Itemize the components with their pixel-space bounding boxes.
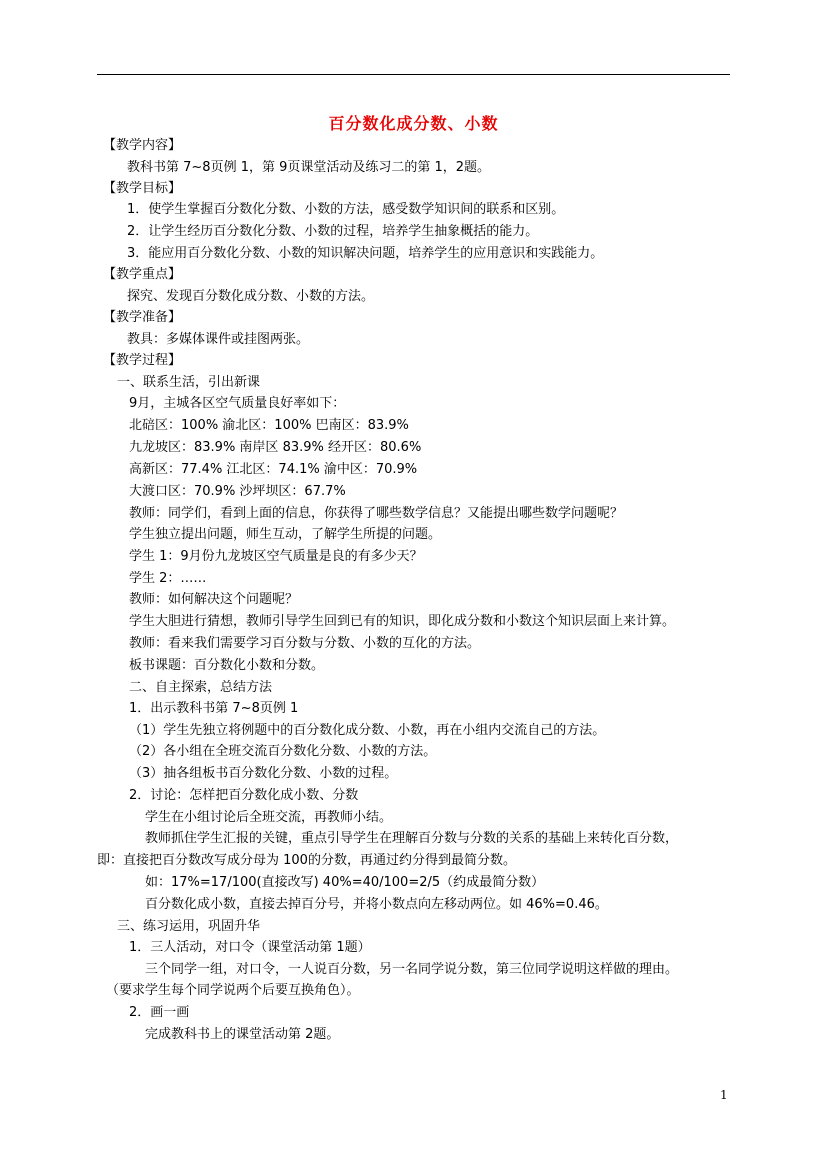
text-line: 完成教科书上的课堂活动第 2题。: [145, 1027, 340, 1042]
text-line: 百分数化成小数，直接去掉百分号，并将小数点向左移动两位。如 46%=0.46。: [145, 897, 608, 912]
page-number: 1: [720, 1088, 728, 1102]
text-line: 三、练习运用，巩固升华: [117, 919, 261, 934]
text-line: 教具：多媒体课件或挂图两张。: [127, 332, 310, 347]
text-line: 1．使学生掌握百分数化分数、小数的方法，感受数学知识间的联系和区别。: [127, 202, 565, 217]
text-line: 教师：同学们，看到上面的信息，你获得了哪些数学信息？又能提出哪些数学问题呢？: [129, 506, 624, 521]
text-line: （2）各小组在全班交流百分数化分数、小数的方法。: [129, 744, 437, 759]
text-line: 1．出示教科书第 7~8页例 1: [129, 701, 299, 716]
text-line: 教师：如何解决这个问题呢？: [129, 592, 299, 607]
text-line: 二、自主探索，总结方法: [129, 680, 273, 695]
text-line: 9月，主城各区空气质量良好率如下：: [129, 396, 346, 411]
text-line: 教师抓住学生汇报的关键，重点引导学生在理解百分数与分数的关系的基础上来转化百分数，: [145, 831, 679, 846]
text-line: 学生独立提出问题，师生互动，了解学生所提的问题。: [129, 527, 442, 542]
text-line: 学生在小组讨论后全班交流，再教师小结。: [145, 810, 393, 825]
text-line: 学生大胆进行猜想，教师引导学生回到已有的知识，即化成分数和小数这个知识层面上来计算。: [129, 614, 676, 629]
text-line: （要求学生每个同学说两个后要互换角色）。: [106, 983, 360, 998]
text-line: 2．讨论：怎样把百分数化成小数、分数: [129, 788, 359, 803]
text-line: 教科书第 7~8页例 1，第 9页课堂活动及练习二的第 1，2题。: [127, 160, 491, 175]
text-line: 【教学准备】: [103, 310, 182, 325]
text-line: 2．画一画: [129, 1005, 190, 1020]
text-line: 探究、发现百分数化成分数、小数的方法。: [127, 289, 375, 304]
text-line: 【教学重点】: [103, 267, 182, 282]
text-line: 【教学内容】: [103, 138, 182, 153]
text-line: 学生 1：9月份九龙坡区空气质量是良的有多少天？: [129, 549, 423, 564]
text-line: 即：直接把百分数改写成分母为 100的分数，再通过约分得到最简分数。: [97, 853, 516, 868]
text-line: 板书课题：百分数化小数和分数。: [129, 658, 325, 673]
text-line: 【教学目标】: [103, 181, 182, 196]
text-line: 3．能应用百分数化分数、小数的知识解决问题，培养学生的应用意识和实践能力。: [127, 246, 604, 261]
text-line: 【教学过程】: [103, 353, 182, 368]
text-line: 三个同学一组，对口令，一人说百分数，另一名同学说分数，第三位同学说明这样做的理由。: [145, 962, 679, 977]
text-line: 1．三人活动，对口令（课堂活动第 1题）: [129, 940, 371, 955]
text-line: 北碚区：100% 渝北区：100% 巴南区：83.9%: [129, 418, 409, 433]
text-line: 学生 2：……: [129, 571, 207, 586]
text-line: 2．让学生经历百分数化分数、小数的过程，培养学生抽象概括的能力。: [127, 224, 539, 239]
text-line: （3）抽各组板书百分数化分数、小数的过程。: [129, 766, 398, 781]
header-rule: [97, 74, 730, 75]
text-line: 九龙坡区：83.9% 南岸区 83.9% 经开区：80.6%: [129, 440, 422, 455]
text-line: 高新区：77.4% 江北区：74.1% 渝中区：70.9%: [129, 462, 418, 477]
text-line: （1）学生先独立将例题中的百分数化成分数、小数，再在小组内交流自己的方法。: [129, 723, 606, 738]
document-title: 百分数化成分数、小数: [328, 114, 499, 133]
text-line: 如：17%=17/100(直接改写) 40%=40/100=2/5（约成最简分数）: [145, 875, 545, 890]
text-line: 教师：看来我们需要学习百分数与分数、小数的互化的方法。: [129, 636, 481, 651]
text-line: 一、联系生活，引出新课: [117, 375, 261, 390]
text-line: 大渡口区：70.9% 沙坪坝区：67.7%: [129, 484, 346, 499]
